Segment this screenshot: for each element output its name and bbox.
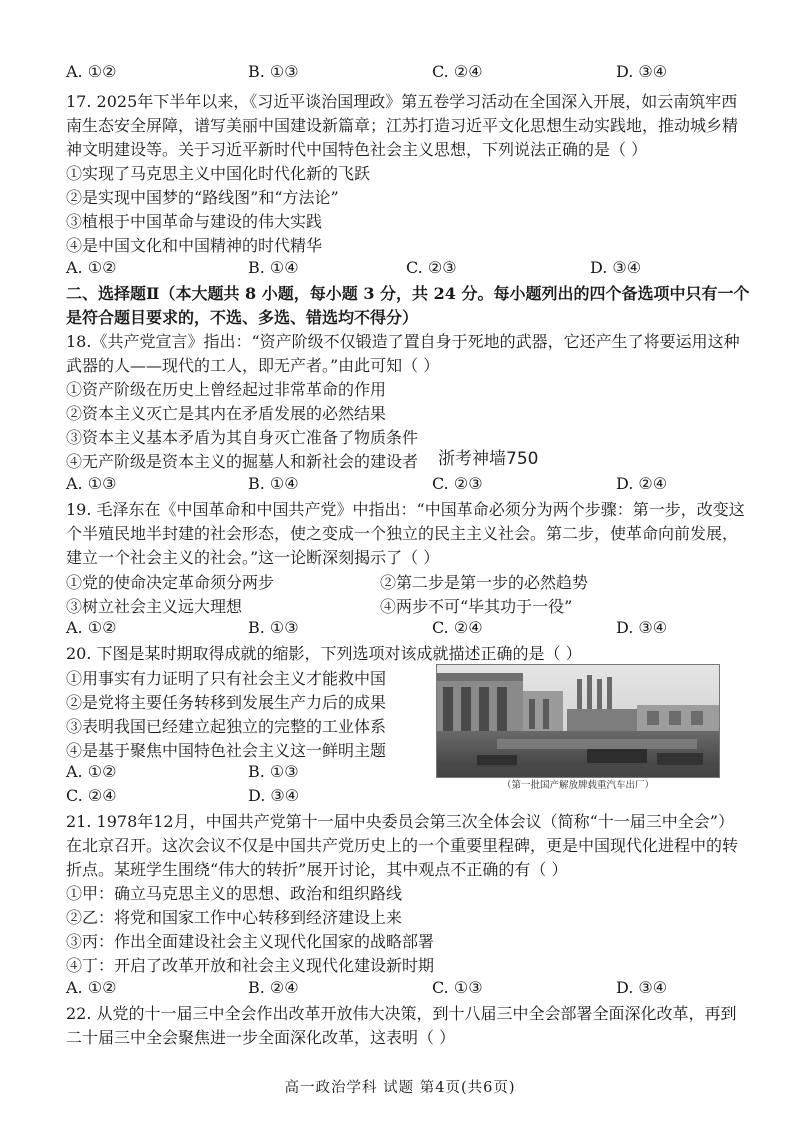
q21-option-a: A. ①②: [66, 978, 117, 997]
q21-stem-line-1: 21. 1978年12月，中国共产党第十一届中央委员会第三次全体会议（简称“十一届三中全会”）: [66, 812, 734, 831]
q20-option-a: A. ①②: [66, 762, 117, 781]
q19-option-d: D. ③④: [616, 618, 668, 637]
q20-item-3: ③表明我国已经建立起独立的完整的工业体系: [66, 717, 387, 736]
section2-heading-line-1: 二、选择题Ⅱ（本大题共 8 小题，每小题 3 分，共 24 分。每小题列出的四个备选项中只有一个: [66, 284, 750, 303]
q20-stem-line: 20. 下图是某时期取得成就的缩影，下列选项对该成就描述正确的是（ ）: [66, 644, 582, 663]
q21-option-c: C. ①③: [432, 978, 483, 997]
q20-item-1: ①用事实有力证明了只有社会主义才能救中国: [66, 669, 387, 688]
q21-item-4: ④丁：开启了改革开放和社会主义现代化建设新时期: [66, 956, 435, 975]
q16-option-d: D. ③④: [616, 62, 668, 81]
photo-caption: （第一批国产解放牌载重汽车出厂）: [501, 780, 654, 791]
q18-item-1: ①资产阶级在历史上曾经起过非常革命的作用: [66, 380, 387, 399]
q22-stem-line-2: 二十届三中全会聚焦进一步全面深化改革，这表明（ ）: [66, 1028, 456, 1047]
q17-option-d: D. ③④: [590, 258, 642, 277]
q19-item-1: ①党的使命决定革命须分两步: [66, 573, 275, 592]
q19-stem-line-1: 19. 毛泽东在《中国革命和中国共产党》中指出：“中国革命必须分为两个步骤：第一步，改变这: [66, 500, 745, 519]
q20-item-2: ②是党将主要任务转移到发展生产力后的成果: [66, 693, 387, 712]
q21-item-1: ①甲：确立马克思主义的思想、政治和组织路线: [66, 884, 403, 903]
q18-item-2: ②资本主义灭亡是其内在矛盾发展的必然结果: [66, 404, 387, 423]
q19-item-2: ②第二步是第一步的必然趋势: [380, 573, 589, 592]
q18-option-d: D. ②④: [616, 474, 668, 493]
q17-option-b: B. ①④: [248, 258, 299, 277]
q20-item-4: ④是基于聚焦中国特色社会主义这一鲜明主题: [66, 741, 387, 760]
q17-option-a: A. ①②: [66, 258, 117, 277]
q16-option-b: B. ①③: [248, 62, 299, 81]
q21-item-2: ②乙：将党和国家工作中心转移到经济建设上来: [66, 908, 403, 927]
q17-option-c: C. ②③: [406, 258, 457, 277]
q19-item-3: ③树立社会主义远大理想: [66, 597, 243, 616]
section2-heading-line-2: 是符合题目要求的，不选、多选、错选均不得分）: [66, 308, 419, 327]
watermark-text: 浙考神墙750: [438, 449, 539, 469]
q17-stem-line-3: 神文明建设等。关于习近平新时代中国特色社会主义思想，下列说法正确的是（ ）: [66, 140, 648, 159]
q18-option-a: A. ①③: [66, 474, 117, 493]
q20-option-c: C. ②④: [66, 786, 117, 805]
q19-stem-line-3: 建立一个社会主义的社会。”这一论断深刻揭示了（ ）: [66, 548, 440, 567]
q18-item-3: ③资本主义基本矛盾为其自身灭亡准备了物质条件: [66, 428, 419, 447]
q18-stem-line-1: 18.《共产党宣言》指出：“资产阶级不仅锻造了置自身于死地的武器，它还产生了将要运用这种: [66, 332, 740, 351]
q19-option-c: C. ②④: [432, 618, 483, 637]
q19-option-b: B. ①③: [248, 618, 299, 637]
q21-option-b: B. ②④: [248, 978, 299, 997]
q20-option-b: B. ①③: [248, 762, 299, 781]
q20-option-d: D. ③④: [248, 786, 300, 805]
q19-item-4: ④两步不可“毕其功于一役”: [380, 597, 573, 616]
q19-stem-line-2: 个半殖民地半封建的社会形态，使之变成一个独立的民主主义社会。第二步，使革命向前发展，: [66, 524, 739, 543]
q21-item-3: ③丙：作出全面建设社会主义现代化国家的战略部署: [66, 932, 435, 951]
q16-option-c: C. ②④: [432, 62, 483, 81]
q18-stem-line-2: 武器的人——现代的工人，即无产者。”由此可知（ ）: [66, 356, 440, 375]
factory-photo: [436, 664, 720, 778]
q17-stem-line-1: 17. 2025年下半年以来，《习近平谈治国理政》第五卷学习活动在全国深入开展，如云南筑牢西: [66, 92, 738, 111]
q21-stem-line-3: 折点。某班学生围绕“伟大的转折”展开讨论，其中观点不正确的有（ ）: [66, 860, 568, 879]
q17-item-1: ①实现了马克思主义中国化时代化新的飞跃: [66, 164, 371, 183]
page-footer: 高一政治学科 试题 第4页(共6页): [284, 1080, 516, 1096]
q18-option-c: C. ②③: [432, 474, 483, 493]
q22-stem-line-1: 22. 从党的十一届三中全会作出改革开放伟大决策，到十八届三中全会部署全面深化改革，再到: [66, 1004, 737, 1023]
q17-stem-line-2: 南生态安全屏障，谱写美丽中国建设新篇章；江苏打造习近平文化思想生动实践地，推动城乡精: [66, 116, 739, 135]
q17-item-4: ④是中国文化和中国精神的时代精华: [66, 236, 323, 255]
q17-item-3: ③植根于中国革命与建设的伟大实践: [66, 212, 323, 231]
q18-item-4: ④无产阶级是资本主义的掘墓人和新社会的建设者: [66, 452, 419, 471]
q17-item-2: ②是实现中国梦的“路线图”和“方法论”: [66, 188, 339, 207]
q18-option-b: B. ①④: [248, 474, 299, 493]
q21-option-d: D. ③④: [616, 978, 668, 997]
q19-option-a: A. ①②: [66, 618, 117, 637]
q21-stem-line-2: 在北京召开。这次会议不仅是中国共产党历史上的一个重要里程碑，更是中国现代化进程中的转: [66, 836, 739, 855]
q16-option-a: A. ①②: [66, 62, 117, 81]
